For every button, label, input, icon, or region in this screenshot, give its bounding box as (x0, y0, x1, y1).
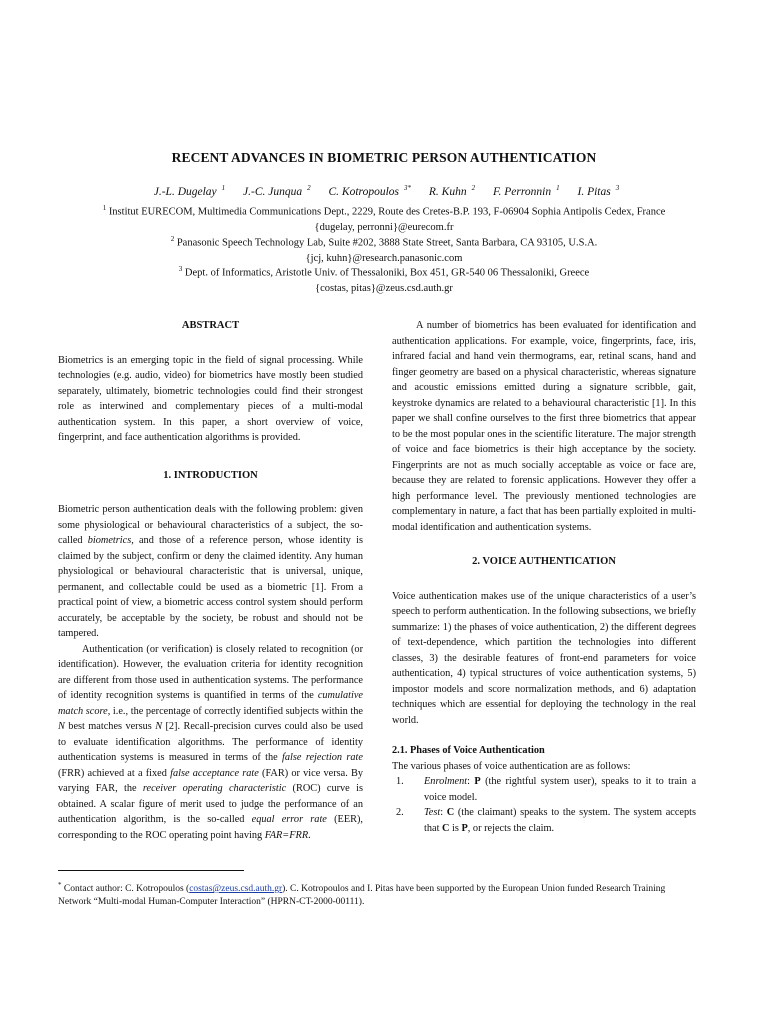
author: R. Kuhn $^2$ (428, 184, 476, 198)
abstract-text: Biometrics is an emerging topic in the field of signal processing. While technologies (e.g. audio, video) for biometrics have mostly been studied separately, ultimately, biometric technologies could find their strongest role as interwined and complementary pieces of a multi-modal authentication system. In this paper, a short overview of voice, fingerprint, and face authentication algorithms is provided. (58, 354, 363, 443)
footnote-rule (58, 870, 244, 871)
contact-email-link[interactable]: costas@zeus.csd.auth.gr (189, 884, 283, 895)
body-paragraph: Voice authentication makes use of the unique characteristics of a user’s speech to perform authentication. In the following subsections, we briefly summarize: 1) the phases of voice authentication, 2) the different degrees of text-dependence, which partition the technologies into different classes, 3) the desirable features of front-end parameters for voice authentication, 4) typical structures of voice authentication systems, 5) impostor models and score normalization methods, and 6) adaptation techniques which are essential for deploying the technology in the real world. (392, 590, 696, 726)
affiliation-email: {dugelay, perronni}@eurecom.fr (314, 221, 454, 233)
paper-title: RECENT ADVANCES IN BIOMETRIC PERSON AUTHENTICATION (171, 150, 597, 165)
author-list (0, 184, 768, 198)
author: J.-C. Junqua $^2$ (243, 184, 311, 198)
affiliation-1: $^1$ Institut EURECOM, Multimedia Communications Dept., 2229, Route des Cretes-B.P. 193, F-06904 Sophia Antipolis Cedex, France {dugelay, perronni}@eurecom.fr (0, 201, 768, 235)
author: J.-L. Dugelay $^1$ (153, 184, 226, 198)
intro-paragraph: Authentication (or verification) is closely related to recognition (or identification). However, the evaluation criteria for identity recognition are different from those used in authentication systems. The performance of identity recognition systems is quantified in terms of the cumulative match score, i.e., the percentage of correctly identified subjects within the N best matches versus N [2]. Recall-precision curves could also be used to evaluate identification algorithms. The performance of identity authentication systems is measured in terms of the false rejection rate (FRR) achieved at a fixed false acceptance rate (FAR) or vice versa. By varying FAR, the receiver operating characteristic (ROC) curve is obtained. A scalar figure of merit used to judge the performance of an authentication algorithm, is the so-called equal error rate (EER), corresponding to the ROC operating point having FAR=FRR. (58, 643, 363, 841)
left-column (58, 318, 363, 843)
affiliation-2: $^2$ Panasonic Speech Technology Lab, Suite #202, 3888 State Street, Santa Barbara, CA 93105, U.S.A. {jcj, kuhn}@research.panasonic.com (0, 232, 768, 266)
abstract-heading: ABSTRACT (181, 320, 240, 331)
intro-paragraph: Biometric person authentication deals with the following problem: given some physiological or behavioural characteristics of a subject, the so-called biometrics, and those of a reference person, whose identity is claimed by the subject, confirm or deny the claimed identity. Any human physiological or behavioural characteristic that is universal, unique, permanent, and collectable could be used as a biometric [1]. From a practical point of view, a biometric access control system should perform accurately, be acceptable by the society, be robust and should not be tampered. (58, 504, 363, 639)
body-paragraph: A number of biometrics has been evaluated for identification and authentication applications. For example, voice, fingerprints, face, iris, infrared facial and hand vein thermograms, ear, retinal scans, hand and finger geometry are based on a physical characteristic, whereas signature and acoustic emissions emitted during a signature scribble, gait, keystroke dynamics are related to a behavioural characteristic [1]. In this paper we shall confine ourselves to the first three biometrics that appear to be the most popular ones in the scientific literature. The major strength of voice and face biometrics is their high acceptance by the society. Fingerprints are not as much socially acceptable as voice or face are, because they are related to forensic applications. However they offer a high performance level. The previously mentioned technologies are complementary in nature, a fact that has been partially exploited in multi-modal identification and authentication systems. (392, 320, 696, 533)
list-item: 1. Enrolment: P (the rightful system user), speaks to it to train a voice model. (396, 776, 697, 803)
author: F. Perronnin $^1$ (492, 184, 560, 198)
voice-authentication-heading: 2. VOICE AUTHENTICATION (472, 556, 616, 567)
author: I. Pitas $^3$ (577, 184, 620, 198)
introduction-heading: 1. INTRODUCTION (163, 469, 258, 481)
footnote: * Contact author: C. Kotropoulos (costas@zeus.csd.auth.gr). C. Kotropoulos and I. Pitas have been supported by the European Union funded Research Training Network “Multi-modal Human-Computer Interaction” (HPRN-CT-2000-00111). (58, 881, 666, 908)
affiliation-email: {jcj, kuhn}@research.panasonic.com (305, 252, 463, 264)
subsection-heading: 2.1. Phases of Voice Authentication (392, 745, 545, 756)
affiliation-email: {costas, pitas}@zeus.csd.auth.gr (315, 282, 453, 294)
affiliation-3: $^3$ Dept. of Informatics, Aristotle Univ. of Thessaloniki, Box 451, GR-540 06 Thessaloniki, Greece {costas, pitas}@zeus.csd.auth.gr (0, 262, 768, 296)
subsection-intro: The various phases of voice authentication are as follows: (392, 760, 631, 772)
right-column (392, 318, 696, 836)
list-item: 2. Test: C (the claimant) speaks to the system. The system accepts that C is P, or rejects the claim. (396, 807, 697, 834)
author: C. Kotropoulos $^{3*}$ (328, 184, 412, 198)
